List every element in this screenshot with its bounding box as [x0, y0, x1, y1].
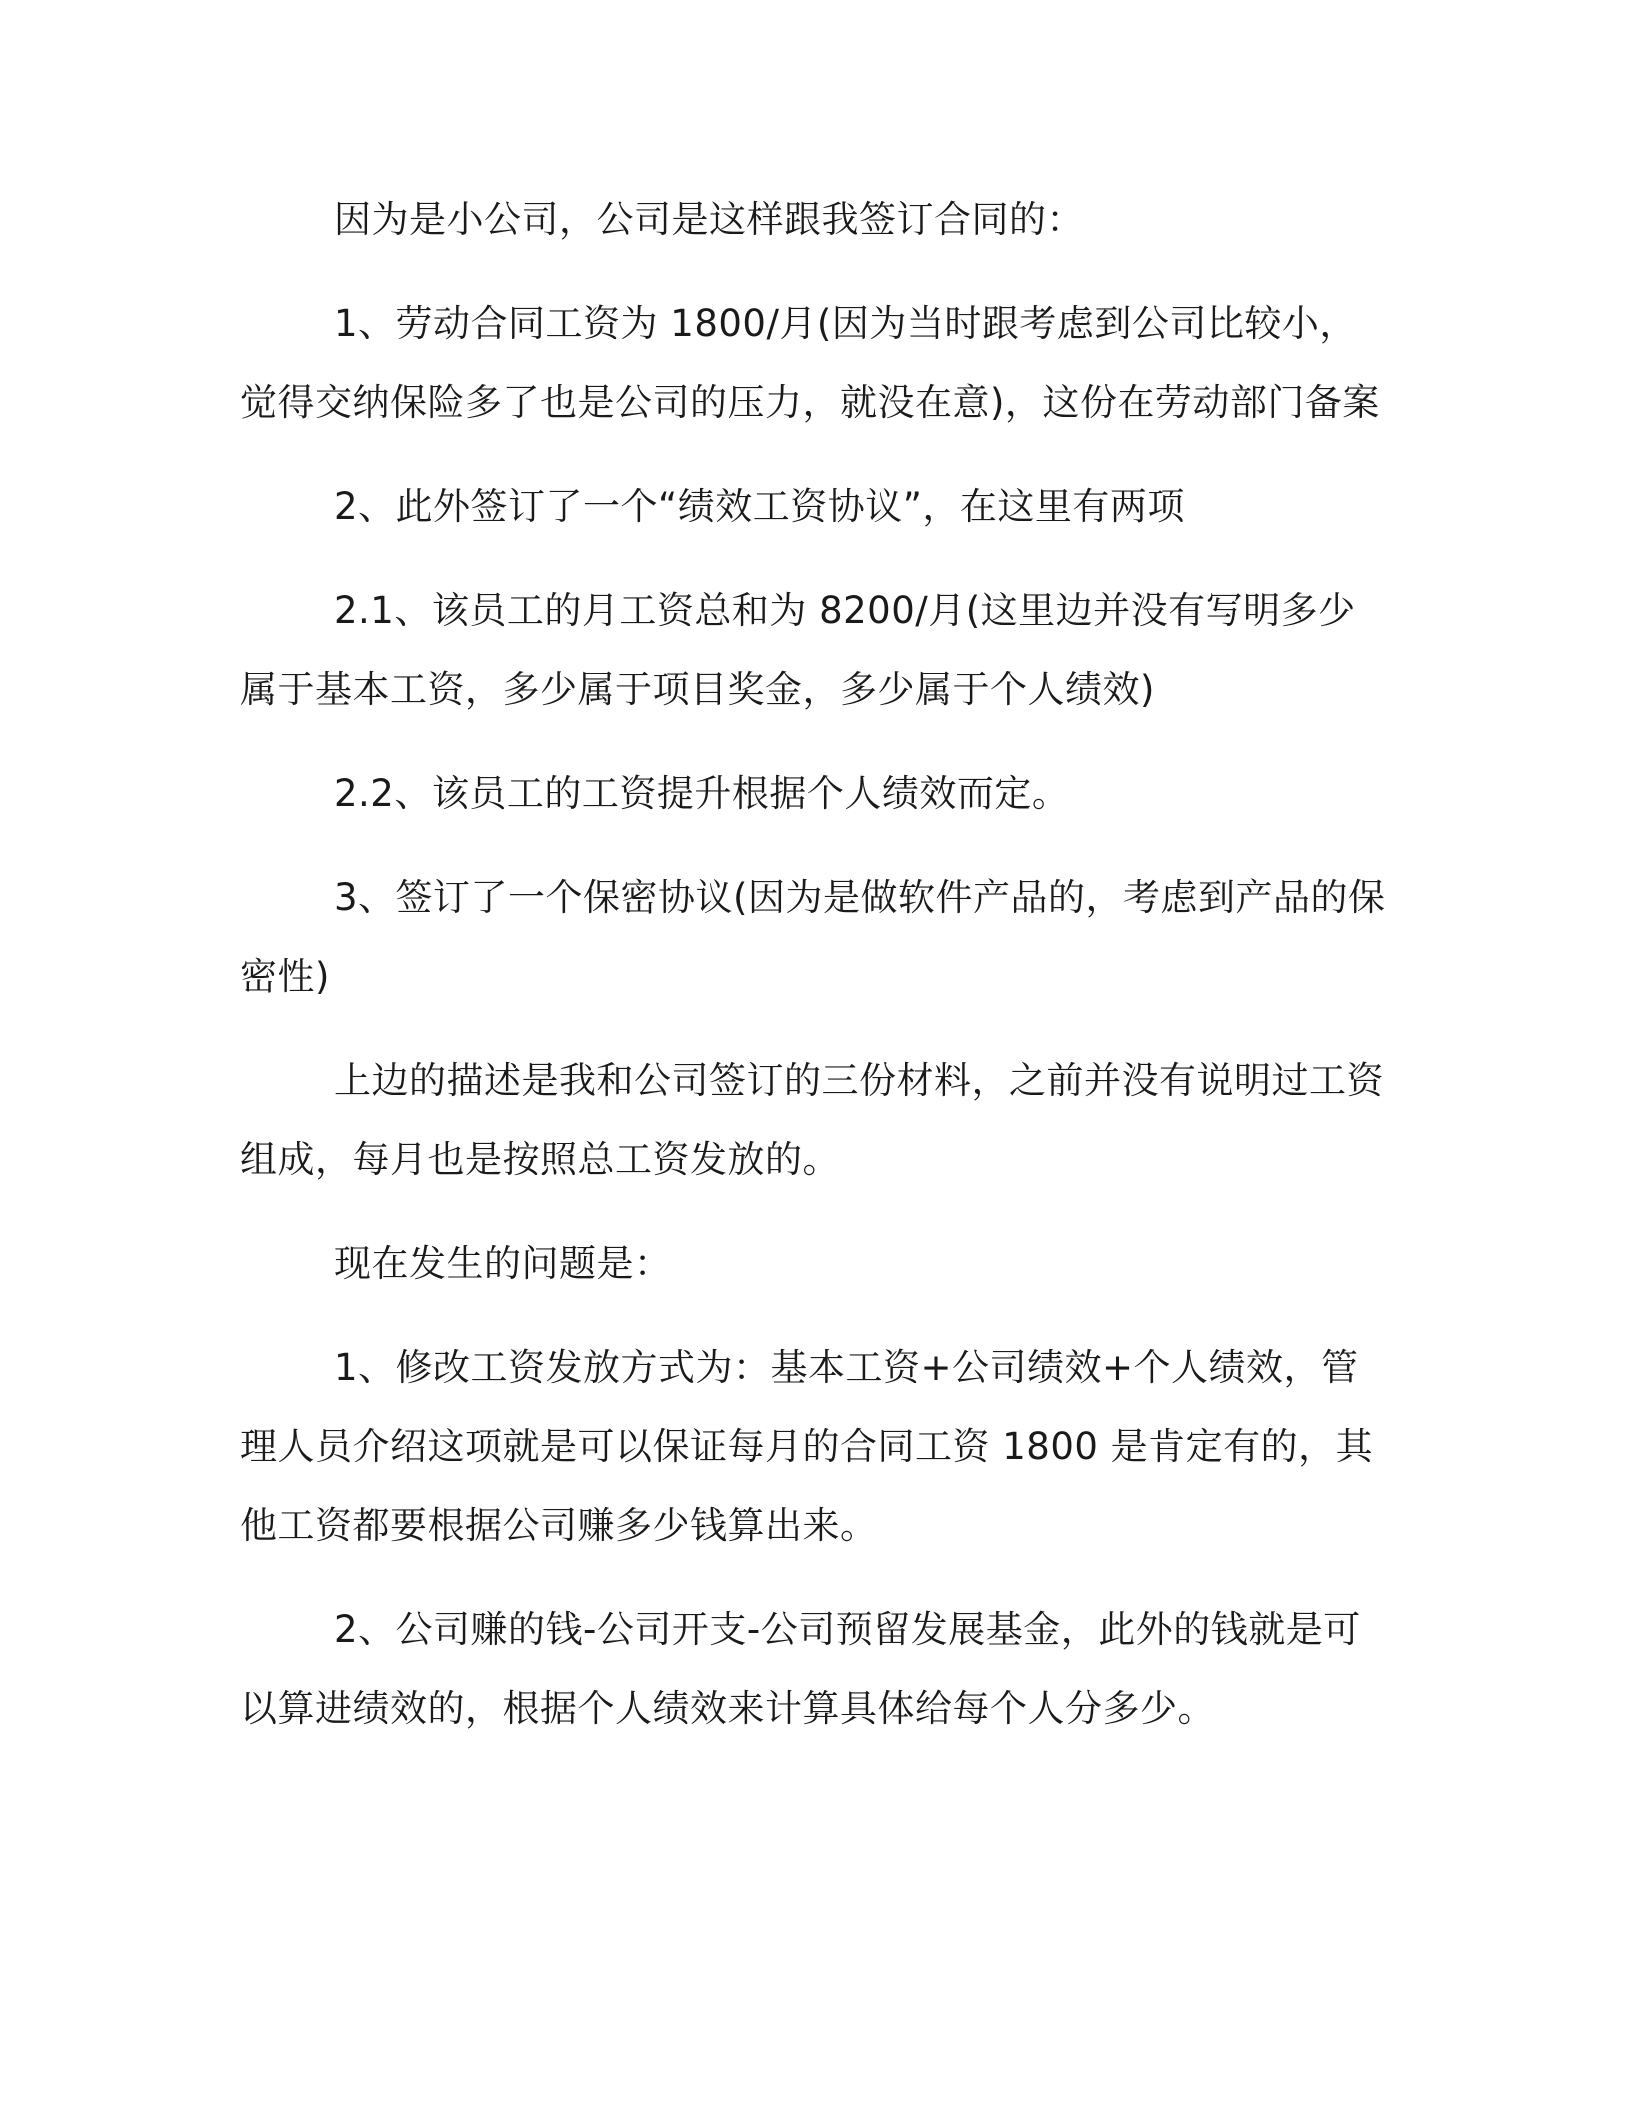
paragraph-intro: 因为是小公司，公司是这样跟我签订合同的：	[334, 198, 1084, 241]
paragraph-problem-1: 1、修改工资发放方式为：基本工资+公司绩效+个人绩效，管理人员介绍这项就是可以保证每月的合同工资 1800 是肯定有的，其他工资都要根据公司赚多少钱算出来。	[240, 1346, 1374, 1547]
paragraph-item-2-2: 2.2、该员工的工资提升根据个人绩效而定。	[334, 772, 1070, 815]
paragraph-summary: 上边的描述是我和公司签订的三份材料，之前并没有说明过工资组成，每月也是按照总工资发放的。	[240, 1059, 1384, 1181]
paragraph-item-2: 2、此外签订了一个“绩效工资协议”，在这里有两项	[334, 485, 1185, 528]
paragraph-problem-2: 2、公司赚的钱-公司开支-公司预留发展基金，此外的钱就是可以算进绩效的，根据个人绩效来计算具体给每个人分多少。	[240, 1608, 1361, 1730]
paragraph-item-1: 1、劳动合同工资为 1800/月(因为当时跟考虑到公司比较小，觉得交纳保险多了也是公司的压力，就没在意)，这份在劳动部门备案	[240, 302, 1380, 424]
paragraph-item-2-1: 2.1、该员工的月工资总和为 8200/月(这里边并没有写明多少属于基本工资，多少属于项目奖金，多少属于个人绩效)	[240, 589, 1356, 711]
paragraph-problem-heading: 现在发生的问题是：	[334, 1242, 672, 1285]
document-body	[240, 180, 1390, 1773]
paragraph-item-3: 3、签订了一个保密协议(因为是做软件产品的，考虑到产品的保密性)	[240, 876, 1386, 998]
